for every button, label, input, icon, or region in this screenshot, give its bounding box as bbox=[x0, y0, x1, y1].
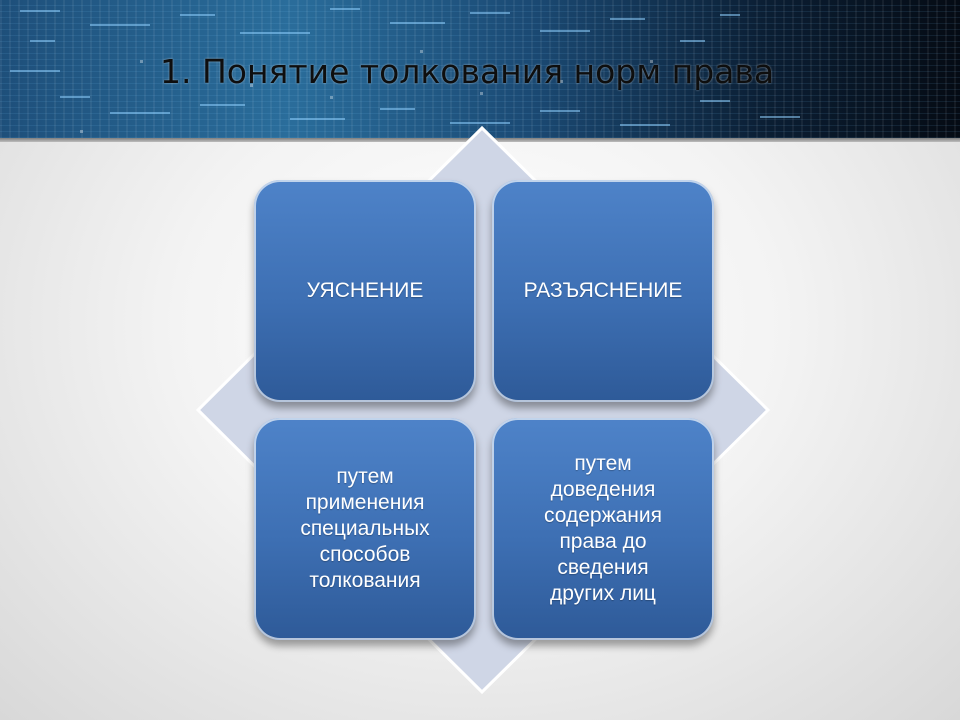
page-title: 1. Понятие толкования норм права bbox=[160, 52, 775, 91]
tile-label: РАЗЪЯСНЕНИЕ bbox=[523, 278, 683, 302]
tile-label: путем доведения содержания права до сведения других лиц bbox=[544, 451, 662, 606]
tile-label: УЯСНЕНИЕ bbox=[306, 278, 424, 302]
tile-clarification bbox=[254, 180, 476, 402]
tile-communication bbox=[492, 418, 714, 640]
tile-explanation bbox=[492, 180, 714, 402]
tile-special-methods bbox=[254, 418, 476, 640]
tile-label: путем применения специальных способов толкования bbox=[300, 464, 430, 593]
